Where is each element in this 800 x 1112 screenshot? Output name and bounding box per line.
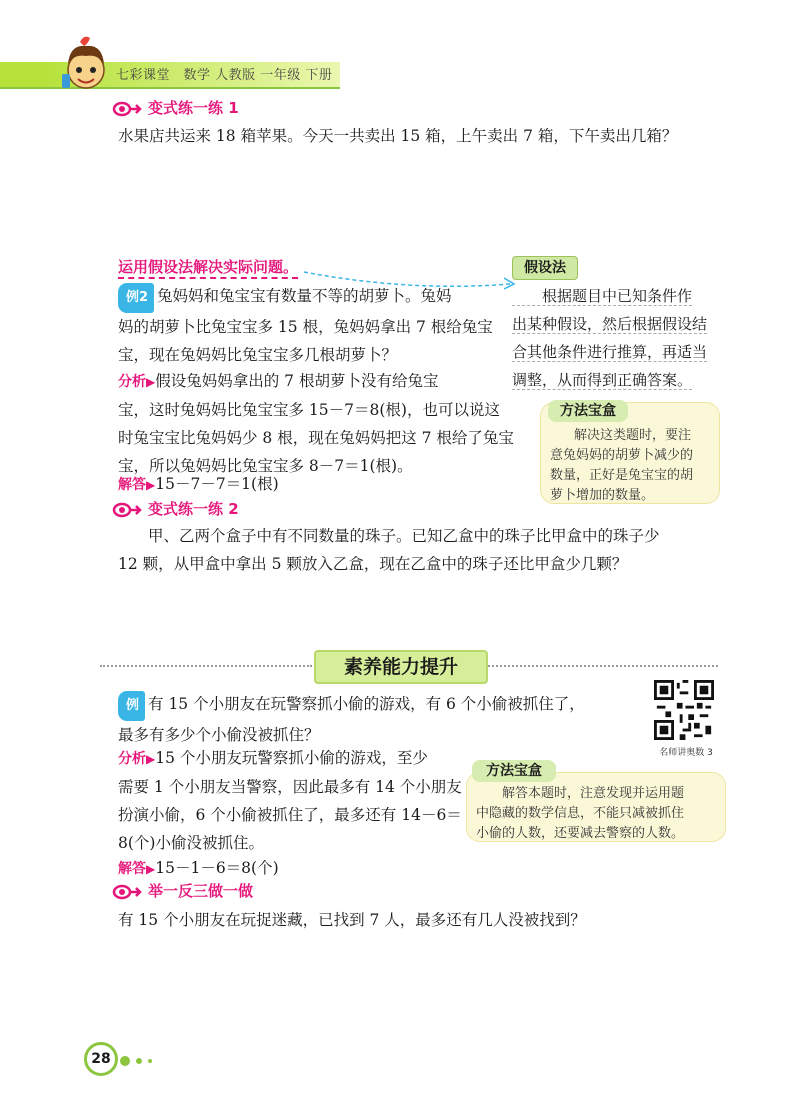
qr-caption: 名师讲奥数 3 <box>659 748 713 758</box>
example2-line1: 兔妈妈和兔宝宝有数量不等的胡萝卜。兔妈 <box>157 287 452 305</box>
method1-line4: 萝卜增加的数量。 <box>550 488 655 503</box>
practice3-text: 有 15 个小朋友在玩捉迷藏，已找到 7 人，最多还有几人没被找到？ <box>118 911 586 929</box>
method1-line2: 意兔妈妈的胡萝卜减少的 <box>550 448 694 463</box>
practice1-text: 水果店共运来 18 箱苹果。今天一共卖出 15 箱，上午卖出 7 箱，下午卖出几箱？ <box>118 127 678 145</box>
example3-problem <box>118 690 648 749</box>
example3-line1: 有 15 个小朋友在玩警察抓小偷的游戏，有 6 个小偷被抓住了， <box>148 695 585 713</box>
method-box-1-text <box>550 426 714 506</box>
sidebox-body <box>512 282 730 394</box>
sidebox-line3: 合其他条件进行推算，再适当 <box>512 343 708 361</box>
example2-topic: 运用假设法解决实际问题。 <box>118 256 298 279</box>
arrow-right-icon: ▶ <box>146 478 156 492</box>
example3-badge: 例 <box>118 691 145 721</box>
example2-analysis1: 假设兔妈妈拿出的 7 根胡萝卜没有给兔宝 <box>155 372 439 390</box>
decor-dot <box>148 1059 152 1063</box>
example2-line2: 妈的胡萝卜比兔宝宝多 15 根，兔妈妈拿出 7 根给兔宝 <box>118 318 493 336</box>
header-underline <box>0 87 340 89</box>
decor-dot <box>136 1058 142 1064</box>
qr-code-icon[interactable] <box>654 680 714 740</box>
practice1-tag: 变式练一练 1 <box>148 99 239 117</box>
practice2-tag: 变式练一练 2 <box>148 500 239 518</box>
example2-answer-row <box>118 470 279 499</box>
sidebox-line4: 调整，从而得到正确答案。 <box>512 371 693 389</box>
example2-analysis <box>118 367 538 480</box>
sidebox-line2: 出某种假设，然后根据假设结 <box>512 315 708 333</box>
example2-line3: 宝，现在兔妈妈比兔宝宝多几根胡萝卜？ <box>118 346 398 364</box>
example3-line2: 最多有多少个小偷没被抓住？ <box>118 726 320 744</box>
method2-line2: 中隐藏的数学信息，不能只减被抓住 <box>476 806 685 821</box>
section-title: 素养能力提升 <box>314 650 488 684</box>
example3-analysis <box>118 744 468 857</box>
page-number: 28 <box>84 1042 118 1076</box>
mascot-icon <box>58 34 114 92</box>
eye-icon <box>112 101 142 117</box>
example2-problem <box>118 282 498 369</box>
method1-line1: 解决这类题时，要注 <box>574 428 692 443</box>
example2-analysis2: 宝，这时兔妈妈比兔宝宝多 15－7＝8(根)，也可以说这 <box>118 401 500 419</box>
method-box-2-title: 方法宝盒 <box>472 760 556 782</box>
method1-line3: 数量，正好是兔宝宝的胡 <box>550 468 694 483</box>
analysis-label: 分析 <box>118 374 146 390</box>
sidebox-line1: 根据题目中已知条件作 <box>512 287 692 306</box>
example2-analysis3: 时兔宝宝比兔妈妈少 8 根，现在兔妈妈把这 7 根给了兔宝 <box>118 429 514 447</box>
arrow-right-icon: ▶ <box>146 375 156 389</box>
example3-analysis1: 15 个小朋友玩警察抓小偷的游戏，至少 <box>155 749 428 767</box>
arrow-right-icon: ▶ <box>146 862 156 876</box>
sidebox-title: 假设法 <box>512 256 578 280</box>
example2-badge: 例2 <box>118 283 154 313</box>
analysis-label: 分析 <box>118 751 146 767</box>
example3-analysis2: 需要 1 个小朋友当警察，因此最多有 14 个小朋友 <box>118 778 462 796</box>
decor-dot <box>120 1056 130 1066</box>
method2-line3: 小偷的人数，还要减去警察的人数。 <box>476 826 685 841</box>
example3-answer: 15－1－6＝8(个) <box>155 859 279 877</box>
example3-analysis4: 8(个)小偷没被抓住。 <box>118 834 264 852</box>
eye-icon <box>112 502 142 518</box>
example2-analysis4: 宝，所以兔妈妈比兔宝宝多 8－7＝1(根)。 <box>118 457 413 475</box>
method2-line1: 解答本题时，注意发现并运用题 <box>502 786 685 801</box>
practice2-text <box>118 522 758 578</box>
practice3-tag-row <box>112 880 253 901</box>
example2-answer: 15－7－7＝1(根) <box>155 475 279 493</box>
practice2-tag-row <box>112 498 239 519</box>
method-box-2-text <box>476 784 722 844</box>
section-divider-right <box>488 665 718 667</box>
method-box-1-title: 方法宝盒 <box>548 400 628 422</box>
arrow-right-icon: ▶ <box>146 752 156 766</box>
eye-icon <box>112 884 142 900</box>
practice3-tag: 举一反三做一做 <box>148 882 254 900</box>
answer-label: 解答 <box>118 861 146 877</box>
practice2-line2: 12 颗，从甲盒中拿出 5 颗放入乙盒，现在乙盒中的珠子还比甲盒少几颗？ <box>118 555 628 573</box>
answer-label: 解答 <box>118 477 146 493</box>
example3-analysis3: 扮演小偷，6 个小偷被抓住了，最多还有 14－6＝ <box>118 806 462 824</box>
section-divider-left <box>100 665 312 667</box>
header-title: 七彩课堂 数学 人教版 一年级 下册 <box>116 68 333 83</box>
practice1-tag-row <box>112 97 239 118</box>
example3-answer-row <box>118 854 279 883</box>
practice2-line1: 甲、乙两个盒子中有不同数量的珠子。已知乙盒中的珠子比甲盒中的珠子少 <box>148 527 660 545</box>
